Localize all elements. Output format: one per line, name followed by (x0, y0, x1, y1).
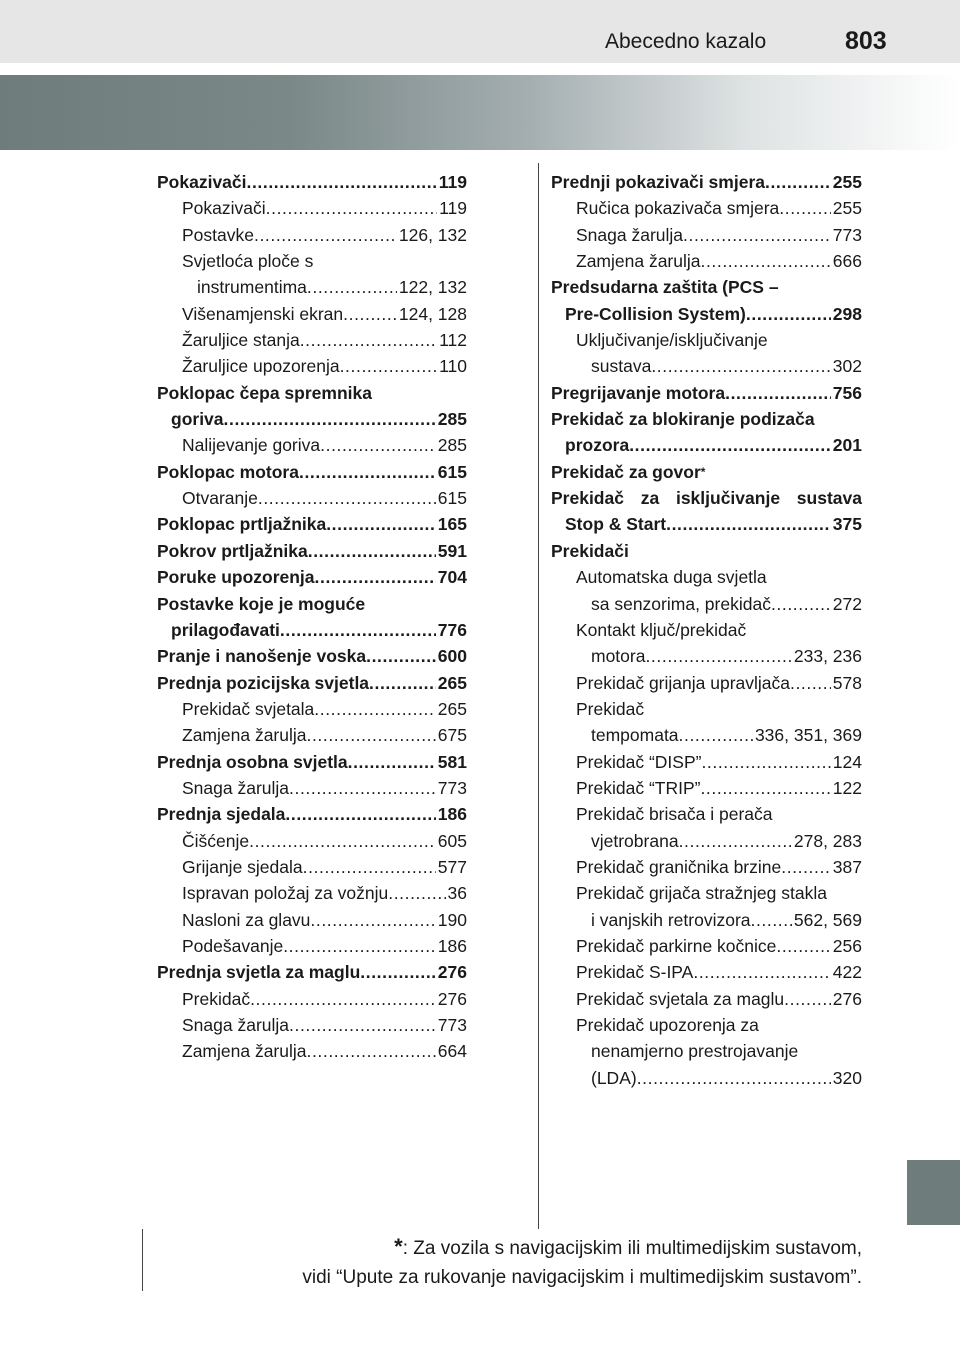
index-entry (551, 222, 862, 248)
dot-leader (746, 301, 831, 327)
index-entry-term: Snaga žarulja (576, 224, 684, 245)
index-entry (551, 432, 862, 458)
index-entry (551, 538, 862, 564)
section-title: Abecedno kazalo (605, 30, 767, 53)
index-entry-page: 375 (832, 514, 862, 535)
index-entry-page: 773 (832, 224, 862, 245)
dot-leader (258, 485, 436, 511)
index-entry-page: 255 (832, 172, 862, 192)
index-entry-page: 276 (437, 988, 467, 1009)
dot-leader (369, 670, 436, 696)
index-entry-term: Prekidač “DISP” (576, 751, 702, 772)
index-entry-page: 36 (447, 883, 467, 904)
index-entry (551, 854, 862, 880)
index-entry-page: 320 (832, 1067, 862, 1088)
index-entry-page: 272 (832, 593, 862, 614)
index-entry-term: goriva (171, 409, 224, 430)
index-entry-page: 675 (437, 725, 467, 746)
index-entry (157, 248, 467, 274)
dot-leader (340, 353, 438, 379)
index-entry-term: Nalijevanje goriva (182, 435, 321, 456)
index-entry-term: Prednja osobna svjetla (157, 751, 348, 772)
index-entry-term: Poruke upozorenja (157, 567, 315, 588)
index-entry-page: 201 (832, 435, 862, 456)
index-entry-term: Uključivanje/isključivanje (576, 330, 768, 351)
index-entry (157, 564, 467, 590)
index-entry-page: 756 (832, 382, 862, 403)
index-entry-term: Postavke koje je moguće (157, 593, 366, 614)
dot-leader (679, 828, 792, 854)
index-entry-page: 190 (437, 909, 467, 930)
index-entry (551, 301, 862, 327)
dot-leader (315, 564, 436, 590)
dot-leader (679, 722, 753, 748)
footnote-line-2: vidi “Upute za rukovanje navigacijskim i multimedijskim sustavom”. (302, 1267, 862, 1288)
index-entry-term: Predsudarna zaštita (PCS – (551, 277, 779, 298)
index-entry-term: Prekidač graničnika brzine (576, 856, 782, 877)
index-entry-term: Poklopac motora (157, 461, 299, 482)
index-entry (157, 670, 467, 696)
index-entry-page: 302 (832, 356, 862, 377)
index-entry (551, 959, 862, 985)
dot-leader (249, 828, 436, 854)
index-entry-page: 126, 132 (398, 224, 467, 245)
index-entry-term: sustava (591, 356, 652, 377)
index-entry-page: 186 (437, 935, 467, 956)
index-entry-page: 256 (832, 935, 862, 956)
index-entry-term: Zamjena žarulja (182, 725, 307, 746)
index-entry-page: 186 (437, 804, 467, 825)
dot-leader (299, 459, 436, 485)
footnote-divider (142, 1229, 143, 1291)
dot-leader (765, 169, 831, 195)
dot-leader (700, 775, 830, 801)
index-entry-term: Pregrijavanje motora (551, 382, 726, 403)
dot-leader (224, 406, 436, 432)
index-entry-page: 581 (437, 751, 467, 772)
index-entry (551, 828, 862, 854)
dot-leader (388, 880, 445, 906)
index-entry-page: 285 (437, 435, 467, 456)
index-entry-term: Žaruljice stanja (182, 330, 300, 351)
index-entry (551, 274, 862, 300)
index-entry-term: nenamjerno prestrojavanje (591, 1041, 799, 1062)
section-banner (0, 75, 960, 150)
dot-leader (790, 670, 831, 696)
index-entry-term: Pokazivači (157, 172, 247, 192)
index-entry (157, 986, 467, 1012)
index-entry-term: Žaruljice upozorenja (182, 356, 340, 377)
index-entry-term: Otvaranje (182, 488, 258, 509)
dot-leader (303, 854, 436, 880)
index-entry-term: prilagođavati (171, 619, 280, 640)
index-entry: Prekidač za govor * (551, 459, 862, 485)
index-entry (157, 722, 467, 748)
index-entry-term: Prekidač svjetala za maglu (576, 988, 785, 1009)
index-entry-term: Prekidač parkirne kočnice (576, 935, 777, 956)
index-entry (551, 511, 862, 537)
index-entry (157, 880, 467, 906)
index-entry (551, 880, 862, 906)
index-entry-term: Snaga žarulja (182, 777, 290, 798)
index-entry-page: 165 (437, 514, 467, 535)
index-entry-term: instrumentima (197, 277, 307, 298)
index-entry-page: 773 (437, 1015, 467, 1035)
index-entry-term: Prednja pozicijska svjetla (157, 672, 370, 693)
index-entry (551, 775, 862, 801)
index-entry-term: Podešavanje (182, 935, 284, 956)
index-entry (551, 617, 862, 643)
index-entry-term: Automatska duga svjetla (576, 567, 767, 588)
index-entry-page: 422 (832, 962, 862, 983)
index-entry-term: Prekidač (576, 698, 645, 719)
index-entry-term: Prednji pokazivači smjera (551, 172, 765, 192)
dot-leader (348, 749, 436, 775)
page-number: 803 (845, 27, 887, 55)
index-entry (551, 380, 862, 406)
index-entry-term: Prekidač upozorenja za (576, 1015, 759, 1035)
index-entry (551, 1065, 862, 1091)
dot-leader (725, 380, 831, 406)
index-entry (157, 801, 467, 827)
index-entry-page: 387 (832, 856, 862, 877)
dot-leader (784, 986, 831, 1012)
dot-leader (779, 195, 831, 221)
index-entry (551, 1038, 862, 1064)
index-entry-page: 285 (437, 409, 467, 430)
index-entry-term: Ručica pokazivača smjera (576, 198, 780, 219)
footnote-marker: * (394, 1234, 403, 1259)
index-entry (551, 670, 862, 696)
index-entry (157, 222, 467, 248)
index-entry-term: Kontakt ključ/prekidač (576, 619, 747, 640)
index-entry (157, 327, 467, 353)
index-entry-page: 591 (437, 540, 467, 561)
index-entry-page: 578 (832, 672, 862, 693)
dot-leader (651, 353, 830, 379)
index-entry (157, 1038, 467, 1064)
index-entry-term: Poklopac prtljažnika (157, 514, 327, 535)
index-entry-term: Prekidač S-IPA (576, 962, 694, 983)
index-entry (157, 696, 467, 722)
dot-leader (666, 511, 831, 537)
index-entry-term: Postavke (182, 224, 254, 245)
index-entry-page: 265 (437, 672, 467, 693)
index-entry (157, 511, 467, 537)
index-entry-term: Prekidač svjetala (182, 698, 315, 719)
dot-leader (280, 617, 436, 643)
index-entry (157, 643, 467, 669)
index-entry (551, 986, 862, 1012)
index-entry (157, 274, 467, 300)
index-entry (551, 801, 862, 827)
dot-leader (289, 1012, 436, 1038)
index-entry (551, 696, 862, 722)
index-entry-page: 666 (832, 251, 862, 272)
index-entry (157, 301, 467, 327)
dot-leader (310, 907, 435, 933)
dot-leader (300, 327, 437, 353)
index-entry-term: sa senzorima, prekidač (591, 593, 771, 614)
index-entry (157, 591, 467, 617)
index-entry-term: tempomata (591, 725, 679, 746)
index-entry-page: 605 (437, 830, 467, 851)
dot-leader (254, 222, 397, 248)
index-entry (551, 749, 862, 775)
dot-leader (289, 775, 436, 801)
index-entry-term: Svjetloća ploče s (182, 251, 314, 272)
index-entry-term: motora (591, 646, 646, 667)
index-entry-term: Prekidač za blokiranje podizača (551, 409, 815, 430)
index-entry-page: 122 (832, 777, 862, 798)
index-entry-page: 110 (439, 356, 467, 377)
index-entry-term: Pokazivači (182, 198, 266, 219)
index-entry (157, 538, 467, 564)
index-entry (551, 643, 862, 669)
footnote (150, 1232, 862, 1292)
index-entry (157, 432, 467, 458)
index-entry-term: Prednja svjetla za maglu (157, 962, 361, 983)
index-entry (157, 933, 467, 959)
index-entry (157, 353, 467, 379)
index-entry (157, 617, 467, 643)
index-entry-term: Zamjena žarulja (182, 1041, 307, 1062)
index-entry-page: 664 (437, 1041, 467, 1062)
index-entry-term: Prekidač “TRIP” (576, 777, 701, 798)
index-entry (551, 169, 862, 195)
dot-leader (320, 432, 436, 458)
dot-leader (326, 511, 436, 537)
index-entry-term: Prednja sjedala (157, 804, 286, 825)
index-entry-term: (LDA) (591, 1067, 637, 1088)
index-entry-page: 336, 351, 369 (754, 725, 862, 746)
index-entry-term: Prekidač grijača stražnjeg stakla (576, 883, 827, 904)
index-entry (551, 591, 862, 617)
index-entry (157, 169, 467, 195)
index-entry (551, 195, 862, 221)
index-entry-term: Poklopac čepa spremnika (157, 382, 372, 403)
dot-leader (314, 696, 436, 722)
index-entry (157, 406, 467, 432)
index-entry-page: 276 (437, 962, 467, 983)
dot-leader (645, 643, 791, 669)
index-entry (157, 775, 467, 801)
dot-leader (266, 195, 437, 221)
dot-leader (308, 538, 436, 564)
index-entry-page: 278, 283 (793, 830, 862, 851)
index-entry-term: i vanjskih retrovizora (591, 909, 751, 930)
dot-leader (343, 301, 397, 327)
index-entry-page: 233, 236 (793, 646, 862, 667)
index-entry-page: 298 (832, 303, 862, 324)
index-entry-term: Stop & Start (565, 514, 667, 535)
index-column-right (551, 169, 862, 1091)
dot-leader (701, 248, 831, 274)
index-entry (551, 485, 862, 511)
index-entry (157, 459, 467, 485)
index-entry (157, 828, 467, 854)
index-entry (551, 327, 862, 353)
dot-leader (629, 432, 831, 458)
index-entry-term: vjetrobrana (591, 830, 679, 851)
index-entry-term: Pokrov prtljažnika (157, 540, 308, 561)
index-entry-term: Prekidač brisača i perača (576, 804, 773, 825)
index-entry (551, 722, 862, 748)
index-entry-term: Ispravan položaj za vožnju (182, 883, 389, 904)
index-entry (157, 485, 467, 511)
section-tab (907, 1160, 960, 1225)
index-entry (157, 749, 467, 775)
index-entry-page: 577 (437, 856, 467, 877)
index-entry-term: Grijanje sjedala (182, 856, 303, 877)
dot-leader (283, 933, 436, 959)
dot-leader (701, 749, 830, 775)
index-entry (551, 406, 862, 432)
index-entry-page: 276 (832, 988, 862, 1009)
index-entry-term: Prekidač grijanja upravljača (576, 672, 790, 693)
header-bar (0, 0, 960, 63)
index-entry-page: 255 (832, 198, 862, 219)
index-entry-page: 562, 569 (793, 909, 862, 930)
dot-leader (307, 1038, 436, 1064)
dot-leader (781, 854, 831, 880)
index-entry-term: Prekidač (182, 988, 251, 1009)
index-entry (157, 195, 467, 221)
dot-leader (285, 801, 435, 827)
index-entry-term: Prekidač za isključivanje sustava (551, 488, 862, 509)
index-entry-term: Višenamjenski ekran (182, 303, 344, 324)
index-entry-page: 112 (439, 330, 467, 351)
dot-leader (693, 959, 830, 985)
dot-leader (683, 222, 831, 248)
dot-leader (250, 986, 436, 1012)
index-entry-page: 124, 128 (398, 303, 467, 324)
dot-leader (751, 907, 792, 933)
index-entry-page: 600 (437, 646, 467, 667)
index-entry-term: Prekidači (551, 540, 629, 561)
index-entry (551, 353, 862, 379)
index-entry-page: 122, 132 (398, 277, 467, 298)
index-entry (157, 854, 467, 880)
dot-leader (771, 591, 831, 617)
footnote-line-1: : Za vozila s navigacijskim ili multimedijskim sustavom, (402, 1238, 862, 1259)
index-entry-term: Pre-Collision System) (565, 303, 746, 324)
index-entry-page: 704 (437, 567, 467, 588)
index-entry (551, 564, 862, 590)
index-column-left (157, 169, 467, 1065)
index-entry-page: 119 (439, 198, 467, 219)
index-entry-page: 119 (438, 172, 467, 192)
index-entry-term: prozora (565, 435, 630, 456)
dot-leader (637, 1065, 831, 1091)
index-entry-page: 265 (437, 698, 467, 719)
dot-leader (307, 722, 436, 748)
dot-leader (360, 959, 436, 985)
index-entry (551, 1012, 862, 1038)
dot-leader (307, 274, 397, 300)
dot-leader (366, 643, 436, 669)
index-entry-term: Prekidač za govor (551, 461, 701, 482)
index-entry (157, 380, 467, 406)
index-entry (551, 907, 862, 933)
index-entry (551, 248, 862, 274)
index-entry-page: 615 (437, 488, 467, 509)
index-entry (551, 933, 862, 959)
index-entry-term: Pranje i nanošenje voska (157, 646, 367, 667)
index-entry-page: 124 (832, 751, 862, 772)
dot-leader (247, 169, 437, 195)
index-entry (157, 907, 467, 933)
index-entry (157, 959, 467, 985)
index-entry-term: Zamjena žarulja (576, 251, 701, 272)
column-divider (538, 163, 539, 1229)
index-entry-term: Nasloni za glavu (182, 909, 311, 930)
dot-leader (776, 933, 830, 959)
index-entry-page: 776 (437, 619, 467, 640)
index-entry-page: 615 (437, 461, 467, 482)
index-entry-term: Čišćenje (182, 830, 250, 851)
index-entry-term: Snaga žarulja (182, 1015, 290, 1035)
index-entry-page: 773 (437, 777, 467, 798)
index-entry (157, 1012, 467, 1038)
